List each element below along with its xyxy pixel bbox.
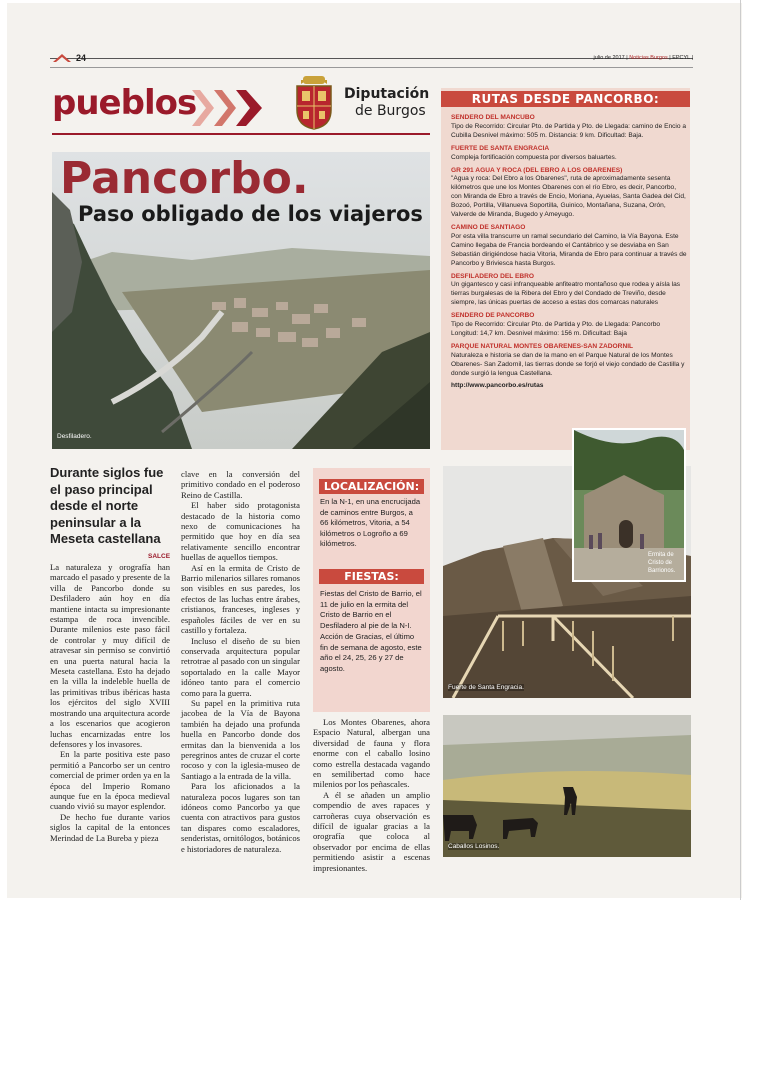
caballos-caption: Caballos Losinos. <box>448 843 500 850</box>
paragraph: clave en la conversión del primitivo condado en el poderoso Reino de Castilla. <box>181 469 300 500</box>
ruta-item <box>451 224 687 269</box>
ermita-caption: Ermita de Cristo de Barrionos. <box>648 552 676 574</box>
dateline-date: julio de 2017 | <box>593 55 630 61</box>
paragraph: De hecho fue durante varios siglos la capital de la entonces Merindad de La Bureba y pieza <box>50 811 170 843</box>
ruta-title: PARQUE NATURAL MONTES OBARENES-SAN ZADORNIL <box>451 342 634 350</box>
chevrons-icon <box>190 88 272 128</box>
publication-logo-icon <box>52 52 72 63</box>
ruta-text: Tipo de Recorrido: Circular Pto. de Partida y Pto. de Llegada: camino de Encio a Cubilla Desnivel máximo: 505 m. Distancia: 9 km. Dificultad: Baja. <box>451 122 687 139</box>
ruta-item <box>451 273 687 309</box>
section-label: pueblos <box>52 83 197 123</box>
fiestas-text-1: Fiestas del Cristo de Barrio, el 11 de julio en la ermita del Cristo de Barrio en el Desfiladero al pie de la N-I. <box>320 589 422 630</box>
ruta-title: CAMINO DE SANTIAGO <box>451 223 526 231</box>
paragraph: Así en la ermita de Cristo de Barrio milenarios sillares romanos son visibles en sus paredes, los efectos de las luchas entre árabes, cristianos, franceses, ingleses y españoles fáciles de ver en su castillo y fortaleza. <box>181 562 300 636</box>
fiestas-text-2: Acción de Gracias, el último fin de semana de agosto, este año el 24, 25, 26 y 27 de agosto. <box>320 632 422 673</box>
paragraph: Los Montes Obarenes, ahora Espacio Natural, albergan una diversidad de fauna y flora enorme con el caballo losino como estrella destacada vagando en semilibertad como hace milenios por los peñascales. <box>313 717 430 790</box>
page-number: 24 <box>76 53 87 63</box>
main-photo-caption: Desfiladero. <box>57 433 92 440</box>
rutas-heading: RUTAS DESDE PANCORBO: <box>441 91 690 107</box>
ruta-title: GR 291 AGUA Y ROCA (DEL EBRO A LOS OBARENES) <box>451 166 623 174</box>
ruta-item <box>451 312 687 339</box>
section-rule <box>52 133 430 135</box>
ruta-title: SENDERO DE PANCORBO <box>451 312 535 320</box>
dateline-edition: | EPCYL | <box>667 55 693 61</box>
article-title: Pancorbo. <box>60 153 309 204</box>
paragraph: A él se añaden un amplio compendio de aves rapaces y carroñeras cuya observación es difícil de igualar gracias a la orografía que coloca al observador por encima de ellas permitiendo asistir a escenas impresionantes. <box>313 789 430 873</box>
article-column-1 <box>50 562 170 843</box>
ruta-title: FUERTE DE SANTA ENGRACIA <box>451 144 550 152</box>
caballos-photo <box>443 715 691 857</box>
rutas-url-link[interactable]: http://www.pancorbo.es/rutas <box>451 382 544 390</box>
org-name-line1: Diputación <box>344 86 430 102</box>
info-box <box>313 468 430 712</box>
ruta-text: Tipo de Recorrido: Circular Pto. de Partida y Pto. de Llegada: Pancorbo Longitud: 14,7 km. Desnivel máximo: 156 m. Dificultad: Baja <box>451 321 661 337</box>
rutas-list <box>451 114 687 391</box>
article-column-2 <box>181 469 300 854</box>
byline: SALCE <box>148 553 171 560</box>
dateline <box>594 55 694 61</box>
ruta-item <box>451 167 687 220</box>
ruta-item <box>451 145 687 163</box>
paragraph: El haber sido protagonista destacado de la historia como nexo de comunicaciones ha permitido que hoy en día sea relativamente sencillo encontrar huellas de aquellos tiempos. <box>181 500 300 563</box>
ruta-title: DESFILADERO DEL EBRO <box>451 272 535 280</box>
coat-of-arms-icon <box>293 72 335 130</box>
ruta-text: Compleja fortificación compuesta por diversos baluartes. <box>451 153 617 161</box>
paragraph: La naturaleza y orografía han marcado el pasado y presente de la villa de Pancorbo donde su Desfiladero aún hoy en día mantiene intacta su impresionante estampa de roca invencible. Durante milenios este paso fácil de controlar y muy difícil de atravesar sin permiso se convirtió en una puerta natural hacia la Meseta castellana. Esto ha dejado en la villa la indeleble huella de las primitivas tribus ibéricas hasta los ejércitos del siglo XVIII mostrando una arquitectura acorde a los escenarios que acogieron luchas encarnizadas entre los defensores y los invasores. <box>50 562 170 749</box>
article-column-3 <box>313 717 430 873</box>
header-rule-lower <box>50 67 693 68</box>
ermita-photo <box>572 428 686 582</box>
org-name-line2: de Burgos <box>355 103 426 119</box>
caballos-image <box>443 715 691 857</box>
localizacion-heading: LOCALIZACIÓN: <box>319 479 424 494</box>
scan-edge <box>740 0 741 900</box>
paragraph: Incluso el diseño de su bien conservada arquitectura popular retrotrae al pasado con un singular soportalado en la calle Mayor idóneo tanto para el comercio como para la guerra. <box>181 635 300 698</box>
ruta-item <box>451 114 687 141</box>
localizacion-text: En la N-1, en una encrucijada de caminos entre Burgos, a 66 kilómetros, Vitoria, a 54 kilómetros o Logroño a 69 kilómetros. <box>320 497 421 549</box>
ruta-item <box>451 343 687 379</box>
article-subtitle: Paso obligado de los viajeros <box>78 202 423 226</box>
ruta-title: SENDERO DEL MANCUBO <box>451 114 535 121</box>
ruta-text: Por esta villa transcurre un ramal secundario del Camino, la Vía Bayona. Este Camino llegaba de Francia bordeando el Cantábrico y se desviaba en San Sebastián dirigiéndose hacia Vitoria, Miranda de Ebro para continuar a través de Pancorbo y Briviesca hasta Burgos. <box>451 232 687 267</box>
dateline-publication: Noticias Burgos <box>629 55 668 61</box>
paragraph: Su papel en la primitiva ruta jacobea de la Vía de Bayona también ha dejado una profunda huella en Pancorbo donde dos ermitas dan la bienvenida a los peregrinos antes de cruzar el corte rocoso y con la iglesia-museo de Santiago a la entrada de la villa. <box>181 697 300 781</box>
ruta-text: "Agua y roca: Del Ebro a los Obarenes", ruta de aproximadamente sesenta kilómetros que une los Montes Obarenes con el río Ebro, es decir, Pancorbo, con Miranda de Ebro a través de Encio, Moriana, Ayuelas, Santa Gadea del Cid, Bozoó, Portilla, Villanueva Soportilla, Guinico, Montañana, Suzana, Orón, Valverde de Miranda, Bugedo y Ameyugo. <box>451 175 686 219</box>
fuerte-caption: Fuerte de Santa Engracia. <box>448 684 524 691</box>
paragraph: Para los aficionados a la naturaleza pocos lugares son tan idóneos como Pancorbo ya que cuenta con atractivos para gustos tan dispares como escaladores, senderistas, ornitólogos, botánicos e historiadores de naturaleza. <box>181 781 300 854</box>
ruta-text: Naturaleza e historia se dan de la mano en el Parque Natural de los Montes Obarenes- San Zadornil, las tierras donde se forjó el viejo condado de Castilla y donde surgió la lengua Castellana. <box>451 351 685 377</box>
paragraph: En la parte positiva este paso permitió a Pancorbo ser un centro comercial de primer orden ya en la época del Imperio Romano aunque fue en la época medieval cuando vivió su mayor esplendor. <box>50 749 170 812</box>
article-deck: Durante siglos fue el paso principal desde el norte peninsular a la Meseta castellana <box>50 465 164 546</box>
fiestas-heading: FIESTAS: <box>319 569 424 584</box>
ruta-text: Un gigantesco y casi infranqueable anfiteatro montañoso que rodea y aísla las tierras burgalesas de la Ribera del Ebro y del Condado de Treviño, desde siempre, las únicas puertas de acceso a estas dos comarcas naturales <box>451 281 681 307</box>
